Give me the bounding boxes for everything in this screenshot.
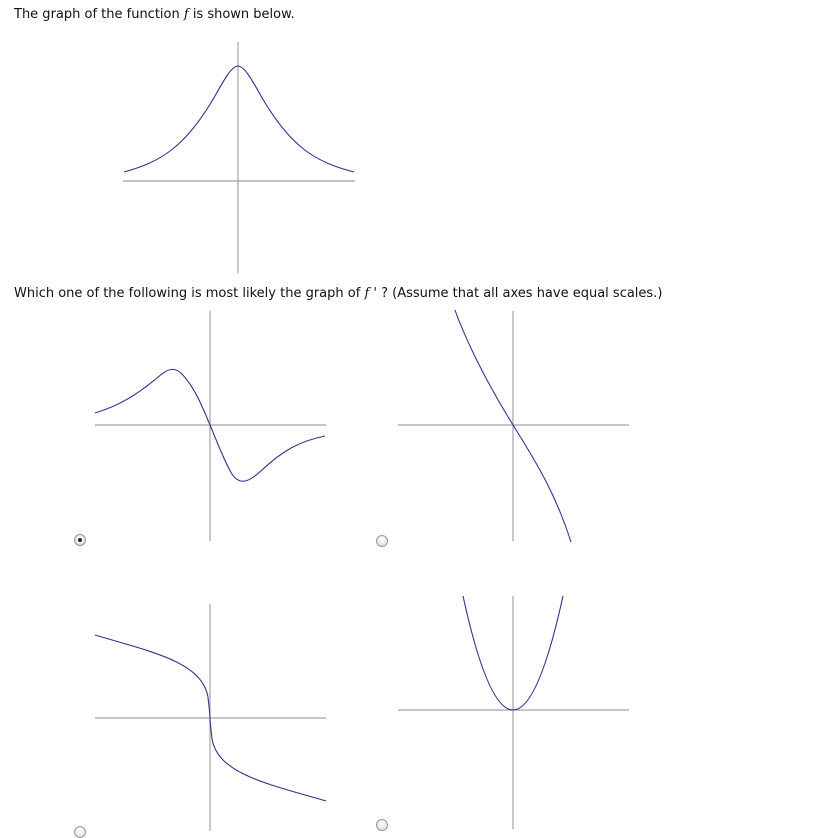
function-name: f bbox=[183, 7, 189, 22]
function-graph bbox=[120, 40, 360, 275]
option-b-graph[interactable] bbox=[395, 308, 635, 544]
option-c-radio[interactable] bbox=[74, 826, 86, 838]
option-c-graph[interactable] bbox=[92, 602, 332, 832]
option-d-graph[interactable] bbox=[395, 593, 635, 831]
prompt-text: Which one of the following is most likely the graph of bbox=[14, 286, 365, 301]
intro-text-end: is shown below. bbox=[188, 7, 295, 22]
intro-text: The graph of the function bbox=[14, 7, 184, 22]
prompt-text-end: ? (Assume that all axes have equal scales.) bbox=[376, 286, 663, 301]
derivative-name: f bbox=[364, 286, 370, 301]
option-b-radio[interactable] bbox=[376, 535, 388, 547]
option-d-radio[interactable] bbox=[376, 819, 388, 831]
option-a-graph[interactable] bbox=[92, 308, 332, 544]
question-intro bbox=[14, 7, 295, 22]
prime-mark: ' bbox=[369, 286, 377, 301]
question-prompt bbox=[14, 286, 662, 301]
f-curve bbox=[124, 66, 354, 172]
option-a-radio[interactable] bbox=[74, 534, 86, 546]
